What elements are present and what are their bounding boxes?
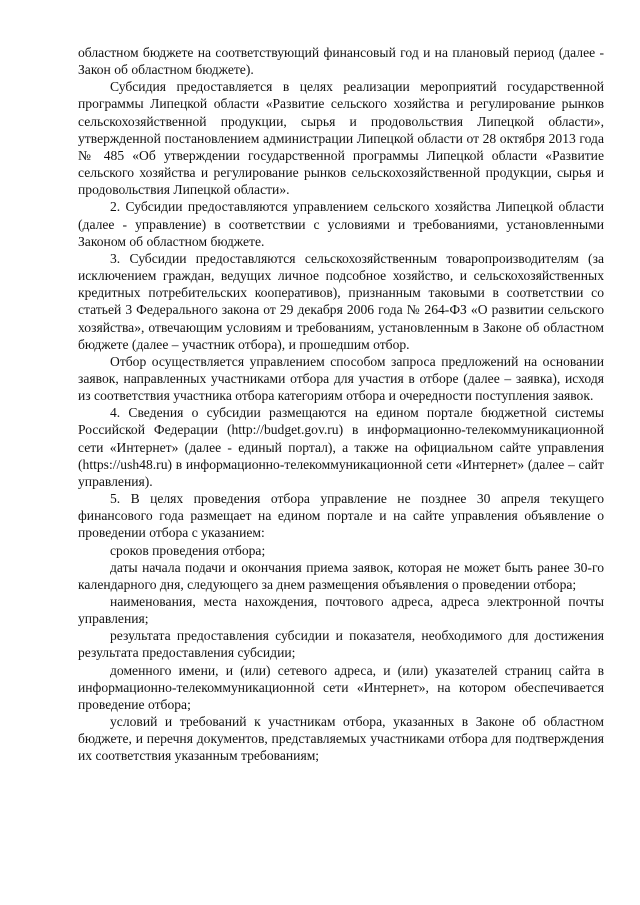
paragraph-item-3: 3. Субсидии предоставляются сельскохозяйственным товаропроизводителям (за исключением граждан, ведущих личное подсобное хозяйство, и сельскохозяйственных кредитных потребительских кооперативов), признанным таковыми в соответствии со статьей 3 Федерального закона от 29 декабря 2006 года № 264-ФЗ «О развитии сельского хозяйства», отвечающим условиям и требованиям, установленным в Законе об областном бюджете (далее – участник отбора), и прошедшим отбор. [78, 250, 604, 352]
paragraph-continuation: областном бюджете на соответствующий финансовый год и на плановый период (далее - Закон об областном бюджете). [78, 45, 604, 78]
list-item-application-dates: даты начала подачи и окончания приема заявок, которая не может быть ранее 30-го календарного дня, следующего за днем размещения объявления о проведении отбора; [78, 559, 604, 592]
list-item-requirements: условий и требований к участникам отбора, указанных в Законе об областном бюджете, и перечня документов, представляемых участниками отбора для подтверждения их соответствия указанным требованиям; [78, 714, 604, 764]
paragraph-selection-method: Отбор осуществляется управлением способом запроса предложений на основании заявок, направленных участниками отбора для участия в отборе (далее – заявка), исходя из соответствия участника отбора категориям отбора и очередности поступления заявок. [78, 353, 604, 404]
paragraph-item-5: 5. В целях проведения отбора управление не позднее 30 апреля текущего финансового года размещает на едином портале и на сайте управления объявление о проведении отбора с указанием: [78, 491, 604, 541]
paragraph-subsidy-purpose: Субсидия предоставляется в целях реализации мероприятий государственной программы Липецкой области «Развитие сельского хозяйства и регулирование рынков сельскохозяйственной продукции, сырья и продовольствия Липецкой области», утвержденной постановлением администрации Липецкой области от 28 октября 2013 года № 485 «Об утверждении государственной программы Липецкой области «Развитие сельского хозяйства и регулирование рынков сельскохозяйственной продукции, сырья и продовольствия Липецкой области». [78, 79, 604, 198]
paragraph-item-4: 4. Сведения о субсидии размещаются на едином портале бюджетной системы Российской Федерации (http://budget.gov.ru) в информационно-телекоммуникационной сети «Интернет» (далее - единый портал), а также на официальном сайте управления (https://ush48.ru) в информационно-телекоммуникационной сети «Интернет» (далее – сайт управления). [78, 405, 604, 489]
list-item-result: результата предоставления субсидии и показателя, необходимого для достижения результата предоставления субсидии; [78, 628, 604, 661]
list-item-selection-terms: сроков проведения отбора; [110, 542, 266, 558]
paragraph-item-2: 2. Субсидии предоставляются управлением сельского хозяйства Липецкой области (далее - управление) в соответствии с условиями и требованиями, установленными Законом об областном бюджете. [78, 199, 604, 249]
list-item-domain: доменного имени, и (или) сетевого адреса, и (или) указателей страниц сайта в информационно-телекоммуникационной сети «Интернет», на котором обеспечивается проведение отбора; [78, 662, 604, 712]
document-page [78, 44, 604, 765]
list-item-contacts: наименования, места нахождения, почтового адреса, адреса электронной почты управления; [78, 594, 604, 627]
